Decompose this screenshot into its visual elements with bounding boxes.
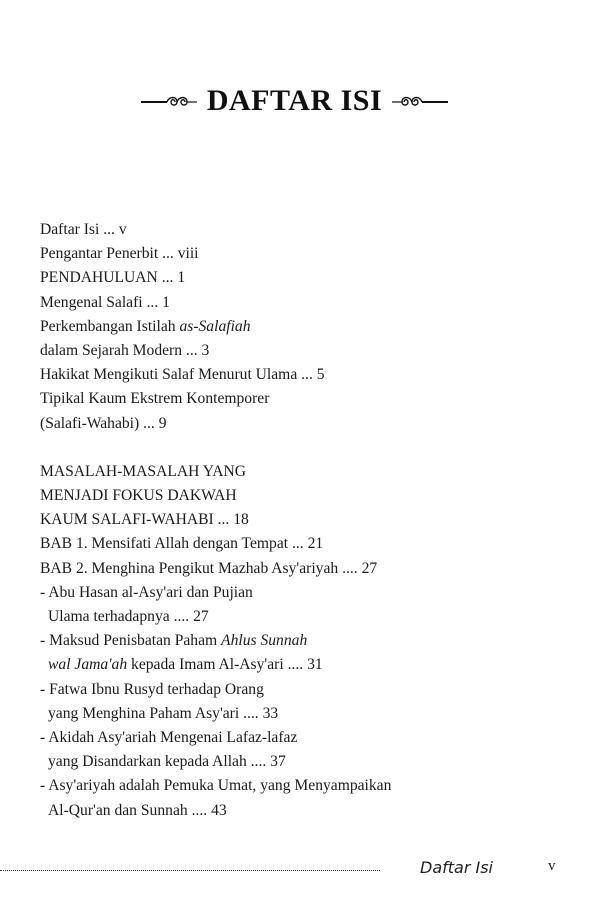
toc-entry: Perkembangan Istilah as-Salafiah [40,317,251,335]
toc-entry: Mengenal Salafi ... 1 [40,293,170,311]
title-block [0,84,589,118]
toc-entry: yang Menghina Paham Asy'ari .... 33 [48,704,279,722]
toc-entry: - Akidah Asy'ariah Mengenai Lafaz-lafaz [40,729,298,747]
right-ornament-icon [392,93,448,109]
toc-entry: - Fatwa Ibnu Rusyd terhadap Orang [40,680,264,698]
running-footer-title: Daftar Isi [420,858,493,877]
table-of-contents [40,218,560,823]
page-number: v [548,858,556,874]
left-ornament-icon [141,93,197,109]
footer-dotted-rule [0,870,380,871]
toc-entry: (Salafi-Wahabi) ... 9 [40,414,167,432]
toc-entry: - Maksud Penisbatan Paham Ahlus Sunnah [40,632,308,650]
toc-entry: Al-Qur'an dan Sunnah .... 43 [48,801,227,819]
toc-entry: BAB 1. Mensifati Allah dengan Tempat ... 21 [40,535,324,553]
toc-entry: PENDAHULUAN ... 1 [40,269,186,287]
toc-entry: Hakikat Mengikuti Salaf Menurut Ulama ... 5 [40,366,325,384]
toc-entry: - Abu Hasan al-Asy'ari dan Pujian [40,583,253,601]
toc-entry: dalam Sejarah Modern ... 3 [40,342,210,360]
page-footer [0,858,589,882]
toc-entry: MENJADI FOKUS DAKWAH [40,487,237,505]
toc-entry: Daftar Isi ... v [40,221,127,238]
toc-entry: Ulama terhadapnya .... 27 [48,608,209,626]
toc-entry: MASALAH-MASALAH YANG [40,462,247,480]
toc-entry: wal Jama'ah kepada Imam Al-Asy'ari .... 31 [48,656,323,674]
toc-entry: Pengantar Penerbit ... viii [40,245,199,263]
toc-entry: Tipikal Kaum Ekstrem Kontemporer [40,390,270,408]
toc-entry: KAUM SALAFI-WAHABI ... 18 [40,511,249,529]
page-title: DAFTAR ISI [206,84,383,117]
toc-entry: BAB 2. Menghina Pengikut Mazhab Asy'ariyah .... 27 [40,559,378,577]
section-gap [40,436,560,460]
toc-entry: yang Disandarkan kepada Allah .... 37 [48,753,286,771]
toc-entry: - Asy'ariyah adalah Pemuka Umat, yang Menyampaikan [40,777,392,795]
